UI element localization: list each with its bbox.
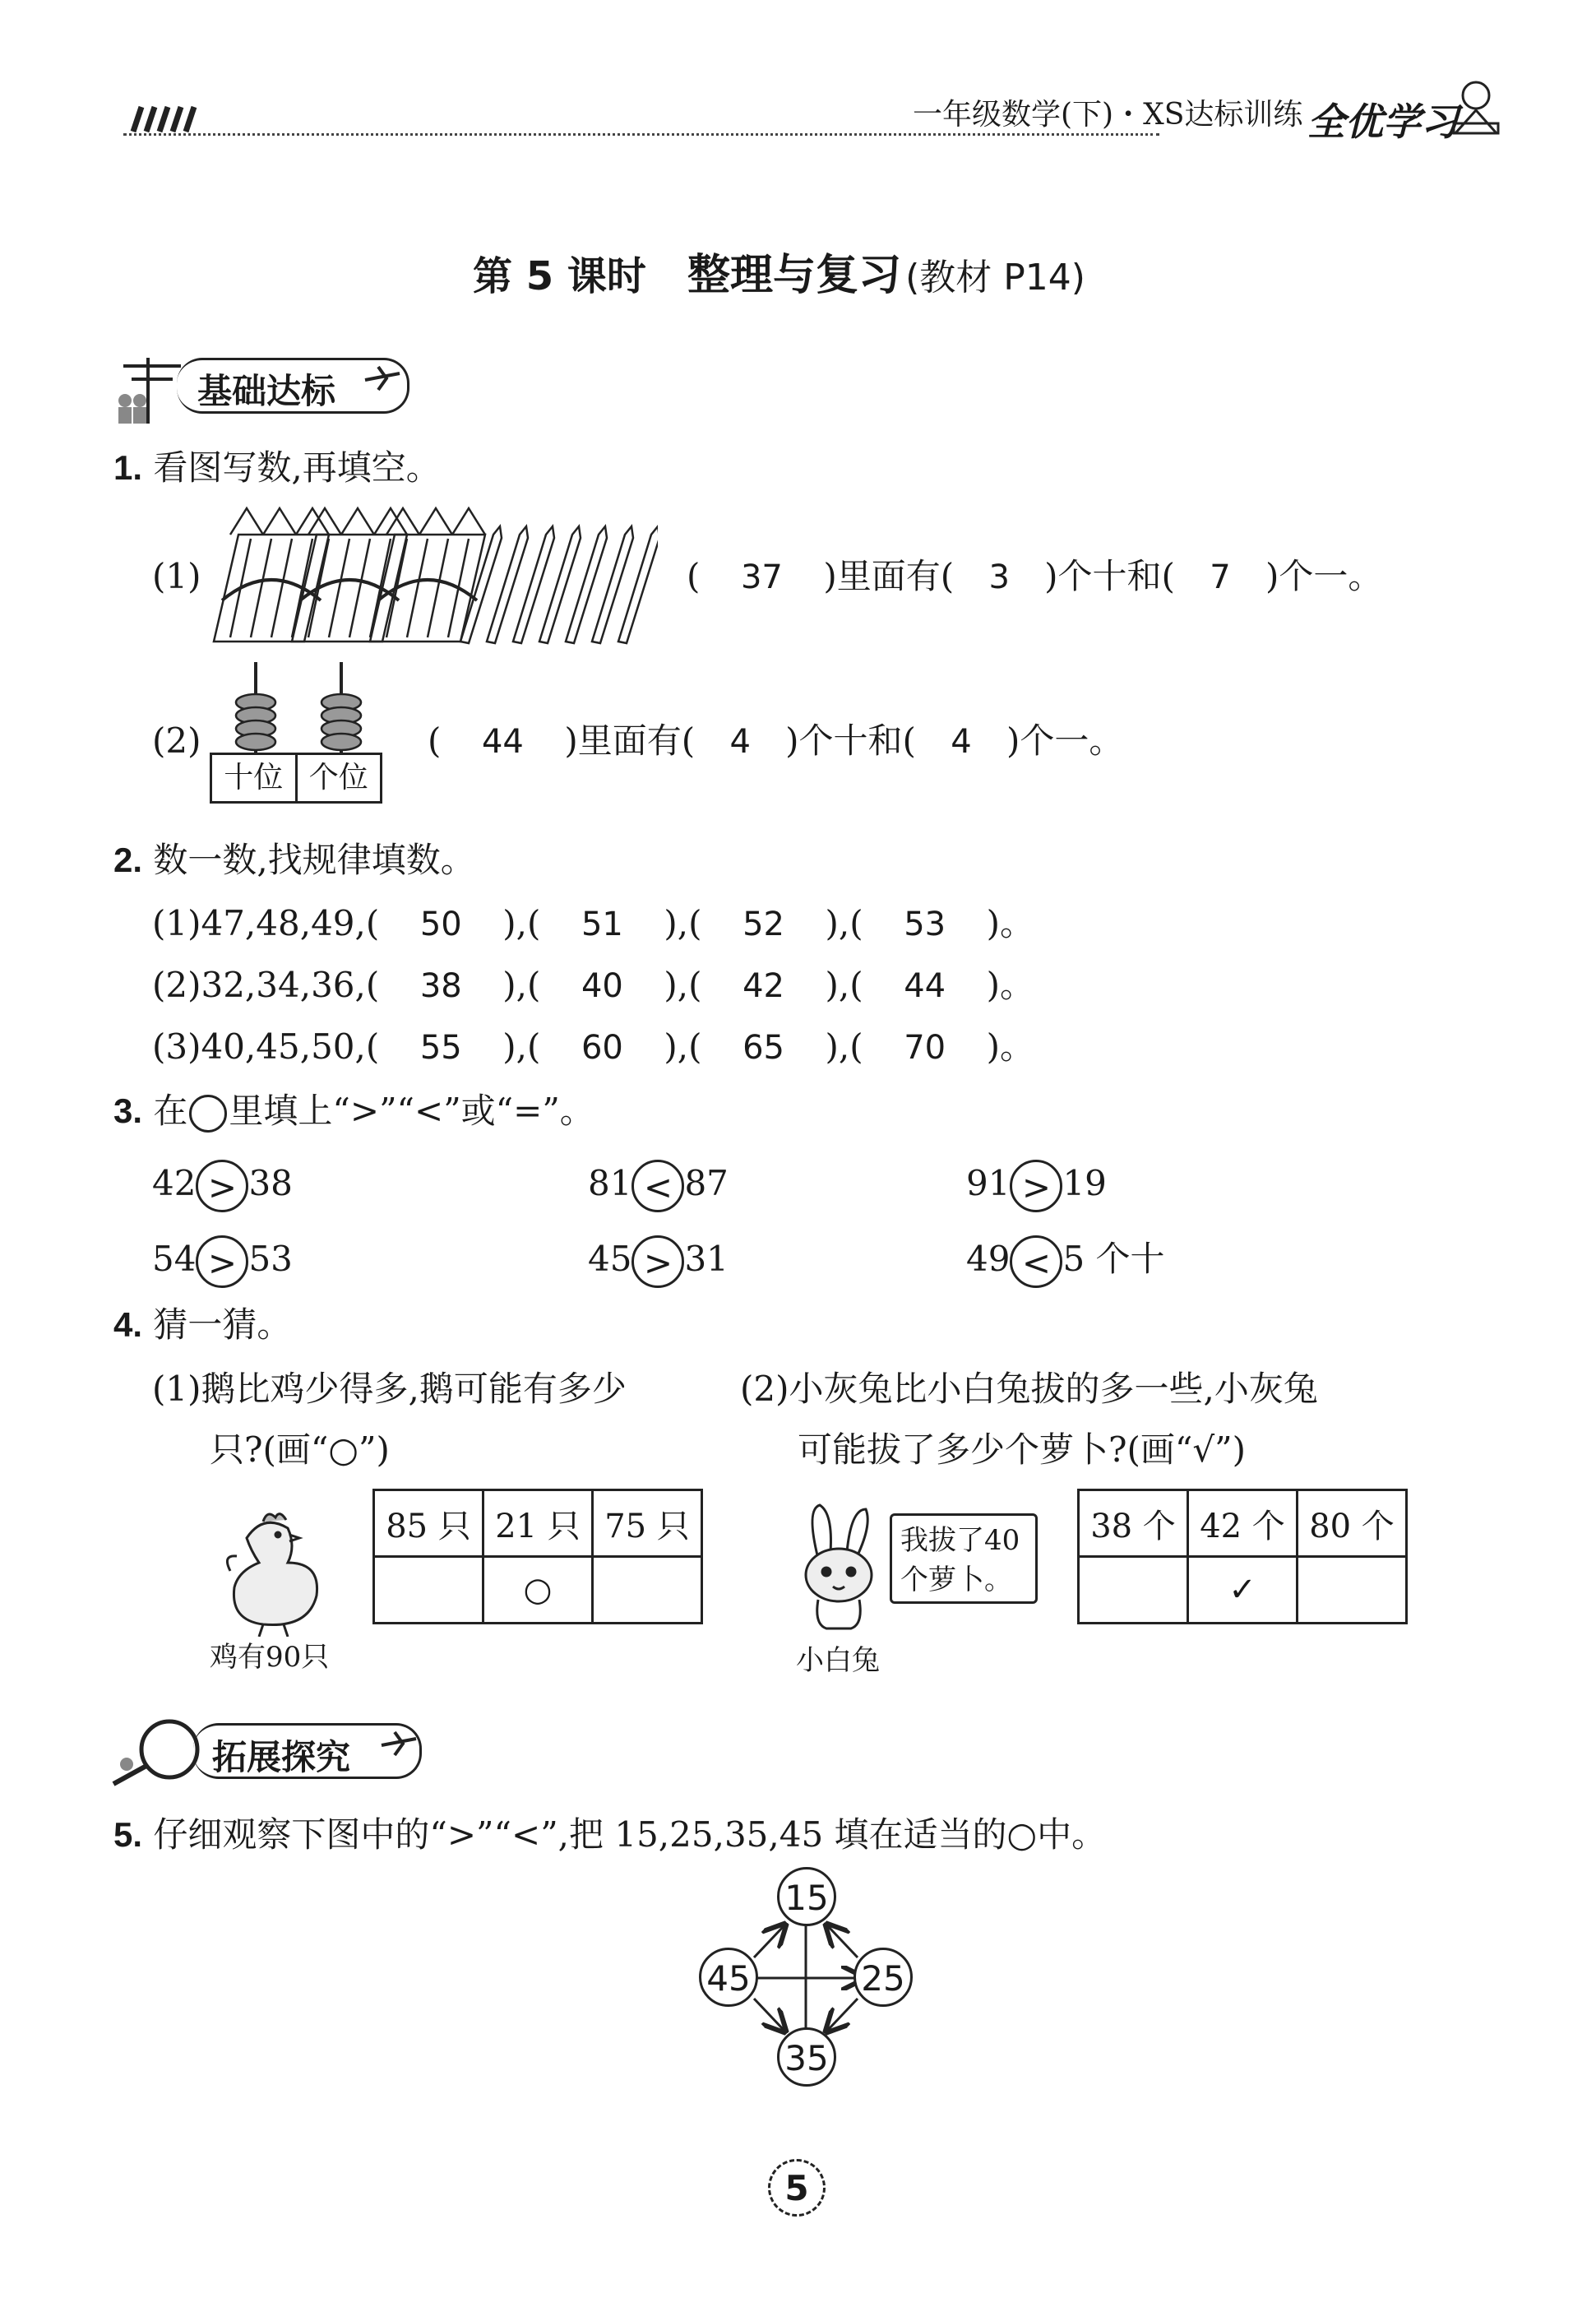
- q4-part2-line1: (2)小灰兔比小白兔拔的多一些,小灰兔: [740, 1369, 1318, 1409]
- q1-part2-answer-row: ( 44 )里面有( 4 )个十和( 4 )个一。: [428, 720, 1124, 761]
- q3-item2-left: 81: [588, 1163, 632, 1203]
- q1-part1-text2: )个十和(: [1044, 556, 1175, 596]
- q3-item2-sign: <: [631, 1160, 684, 1212]
- q5-diagram: [695, 1867, 917, 2089]
- q2-row1-answer: 52: [742, 906, 784, 943]
- q4-part1-header: 75 只: [593, 1490, 702, 1557]
- q4-part2-line2: 可能拔了多少个萝卜?(画“√”): [798, 1429, 1246, 1470]
- q3-text-b: 里填上“>”“<”或“=”。: [229, 1091, 594, 1131]
- q4-part1-table: [372, 1489, 703, 1624]
- airplane-icon: [362, 362, 403, 398]
- q1-part1-tens-answer: 3: [988, 558, 1010, 596]
- q2-row2-answer: 40: [581, 967, 623, 1005]
- q3-item: [152, 1235, 293, 1288]
- page-title: [473, 240, 1085, 302]
- title-ref: (教材 P14): [905, 257, 1085, 299]
- q3-item1-left: 42: [152, 1163, 197, 1203]
- q3-item4-right: 53: [248, 1239, 293, 1279]
- abacus-ones-label: 个位: [308, 761, 368, 795]
- q2-row3-answer: 65: [742, 1029, 784, 1067]
- q2-prompt: [113, 840, 475, 880]
- q5-prompt: [113, 1814, 1107, 1855]
- airplane-icon: [378, 1727, 419, 1763]
- q2-row1-answer: 53: [904, 906, 946, 943]
- speech-line1: 我拔了40: [900, 1524, 1020, 1557]
- q2-row2-prefix: (2)32,34,36,(: [152, 965, 380, 1005]
- q3-item5-right: 31: [684, 1239, 729, 1279]
- title-topic: 整理与复习: [687, 251, 902, 300]
- q4-part2-mark-cell[interactable]: [1079, 1557, 1188, 1624]
- q4-prompt: [113, 1304, 292, 1345]
- abacus-place-labels: [210, 753, 382, 804]
- q4-part1-mark-cell[interactable]: [374, 1557, 483, 1624]
- q2-row1-answer: 50: [419, 906, 462, 943]
- q4-part1-caption: 鸡有90只: [210, 1641, 330, 1674]
- q4-part2-header: 38 个: [1079, 1490, 1188, 1557]
- q1-part2-label: (2): [152, 720, 201, 761]
- q3-item: [152, 1160, 293, 1212]
- q4-text: 猜一猜。: [153, 1304, 292, 1345]
- hen-image: [214, 1505, 329, 1640]
- q4-part1-line1: (1)鹅比鸡少得多,鹅可能有多少: [152, 1369, 627, 1409]
- q1-part1-text1: )里面有(: [823, 556, 955, 596]
- q2-row2-answer: 42: [742, 967, 784, 1005]
- q5-left-node: 45: [699, 1948, 758, 2007]
- q5-bottom-node: 35: [777, 2027, 836, 2087]
- page-number: 5: [768, 2159, 826, 2217]
- q1-prompt: [113, 447, 441, 488]
- q4-part1-header: 21 只: [483, 1490, 593, 1557]
- pencil-bundles-image: [206, 502, 658, 653]
- q4-number: 4.: [113, 1305, 143, 1344]
- q3-item1-sign: >: [196, 1160, 248, 1212]
- q4-part2-header: 42 个: [1188, 1490, 1298, 1557]
- q4-part2-mark-cell[interactable]: ✓: [1188, 1557, 1298, 1624]
- q2-row1-answer: 51: [581, 906, 623, 943]
- section-extend-title: 拓展探究: [212, 1737, 351, 1777]
- q4-part1-mark-cell[interactable]: [593, 1557, 702, 1624]
- q3-item4-left: 54: [152, 1239, 197, 1279]
- speech-line2: 个萝卜。: [900, 1564, 1012, 1596]
- q2-row3-answer: 60: [581, 1029, 623, 1067]
- q2-text: 数一数,找规律填数。: [153, 840, 475, 880]
- q1-part2-number-answer: 44: [481, 723, 524, 761]
- q2-number: 2.: [113, 841, 143, 879]
- q5-right-node: 25: [854, 1948, 913, 2007]
- header-mascot-icon: [1447, 76, 1505, 145]
- abacus-tens-label: 十位: [212, 755, 298, 801]
- q2-row: (2)32,34,36,( 38 ),( 40 ),( 42 ),( 44 )。: [152, 965, 1035, 1005]
- header-stripes: [123, 104, 206, 137]
- q4-part2-table: [1077, 1489, 1408, 1624]
- q3-item: [588, 1160, 729, 1212]
- q1-part1-answer-row: ( 37 )里面有( 3 )个十和( 7 )个一。: [687, 556, 1383, 596]
- q3-item3-left: 91: [966, 1163, 1011, 1203]
- q1-number: 1.: [113, 448, 143, 487]
- q3-number: 3.: [113, 1091, 143, 1130]
- q1-text: 看图写数,再填空。: [153, 447, 441, 488]
- title-lesson: 第 5 课时: [473, 253, 646, 299]
- q3-item5-left: 45: [588, 1239, 632, 1279]
- q2-row3-prefix: (3)40,45,50,(: [152, 1026, 380, 1067]
- q3-item2-right: 87: [684, 1163, 729, 1203]
- q1-part2-text3: )个一。: [1006, 720, 1124, 761]
- q5-top-node: 15: [777, 1867, 836, 1926]
- q3-item6-right: 5 个十: [1062, 1239, 1165, 1279]
- header-series: 一年级数学(下)・XS达标训练: [913, 98, 1303, 132]
- q2-row: (3)40,45,50,( 55 ),( 60 ),( 65 ),( 70 )。: [152, 1026, 1035, 1067]
- q1-part2-ones-answer: 4: [951, 723, 972, 761]
- blank-circle-icon: [189, 1095, 227, 1133]
- q2-row2-answer: 44: [904, 967, 946, 1005]
- q3-item3-right: 19: [1062, 1163, 1107, 1203]
- q1-part1-ones-answer: 7: [1210, 558, 1231, 596]
- q2-row1-prefix: (1)47,48,49,(: [152, 903, 380, 943]
- q3-item5-sign: >: [631, 1235, 684, 1288]
- q2-row2-answer: 38: [419, 967, 462, 1005]
- q4-part1-line2: 只?(画“○”): [210, 1429, 390, 1470]
- abacus-image: [210, 658, 382, 760]
- rabbit-image: [793, 1501, 884, 1636]
- q2-row3-answer: 55: [419, 1029, 462, 1067]
- q1-part2-text2: )个十和(: [785, 720, 916, 761]
- q5-number: 5.: [113, 1815, 143, 1854]
- q4-part2-header: 80 个: [1298, 1490, 1407, 1557]
- q4-part2-mark-cell[interactable]: [1298, 1557, 1407, 1624]
- q5-text: 仔细观察下图中的“>”“<”,把 15,25,35,45 填在适当的○中。: [153, 1814, 1107, 1855]
- magnifier-icon: [105, 1715, 204, 1792]
- q4-part2-caption: 小白兔: [796, 1644, 880, 1677]
- q3-item1-right: 38: [248, 1163, 293, 1203]
- header-brand: 全优学习: [1307, 100, 1459, 144]
- q3-text-a: 在: [153, 1091, 188, 1131]
- q1-part2-text1: )里面有(: [564, 720, 696, 761]
- q1-part2-tens-answer: 4: [729, 723, 751, 761]
- section-basic-title: 基础达标: [197, 371, 336, 411]
- q1-part1-number-answer: 37: [740, 558, 783, 596]
- q1-part1-label: (1): [152, 556, 201, 596]
- q4-part1-header: 85 只: [374, 1490, 483, 1557]
- q3-item: [966, 1235, 1165, 1288]
- q3-item6-left: 49: [966, 1239, 1011, 1279]
- speech-bubble: [890, 1513, 1038, 1604]
- q3-prompt: [113, 1091, 594, 1133]
- header-rule: [123, 133, 1159, 136]
- q4-part1-mark-cell[interactable]: ○: [483, 1557, 593, 1624]
- q2-row3-answer: 70: [904, 1029, 946, 1067]
- q2-row: (1)47,48,49,( 50 ),( 51 ),( 52 ),( 53 )。: [152, 903, 1035, 943]
- q3-item6-sign: <: [1010, 1235, 1062, 1288]
- q3-item4-sign: >: [196, 1235, 248, 1288]
- q3-item: [966, 1160, 1107, 1212]
- q3-item: [588, 1235, 729, 1288]
- q3-item3-sign: >: [1010, 1160, 1062, 1212]
- q1-part1-text3: )个一。: [1265, 556, 1383, 596]
